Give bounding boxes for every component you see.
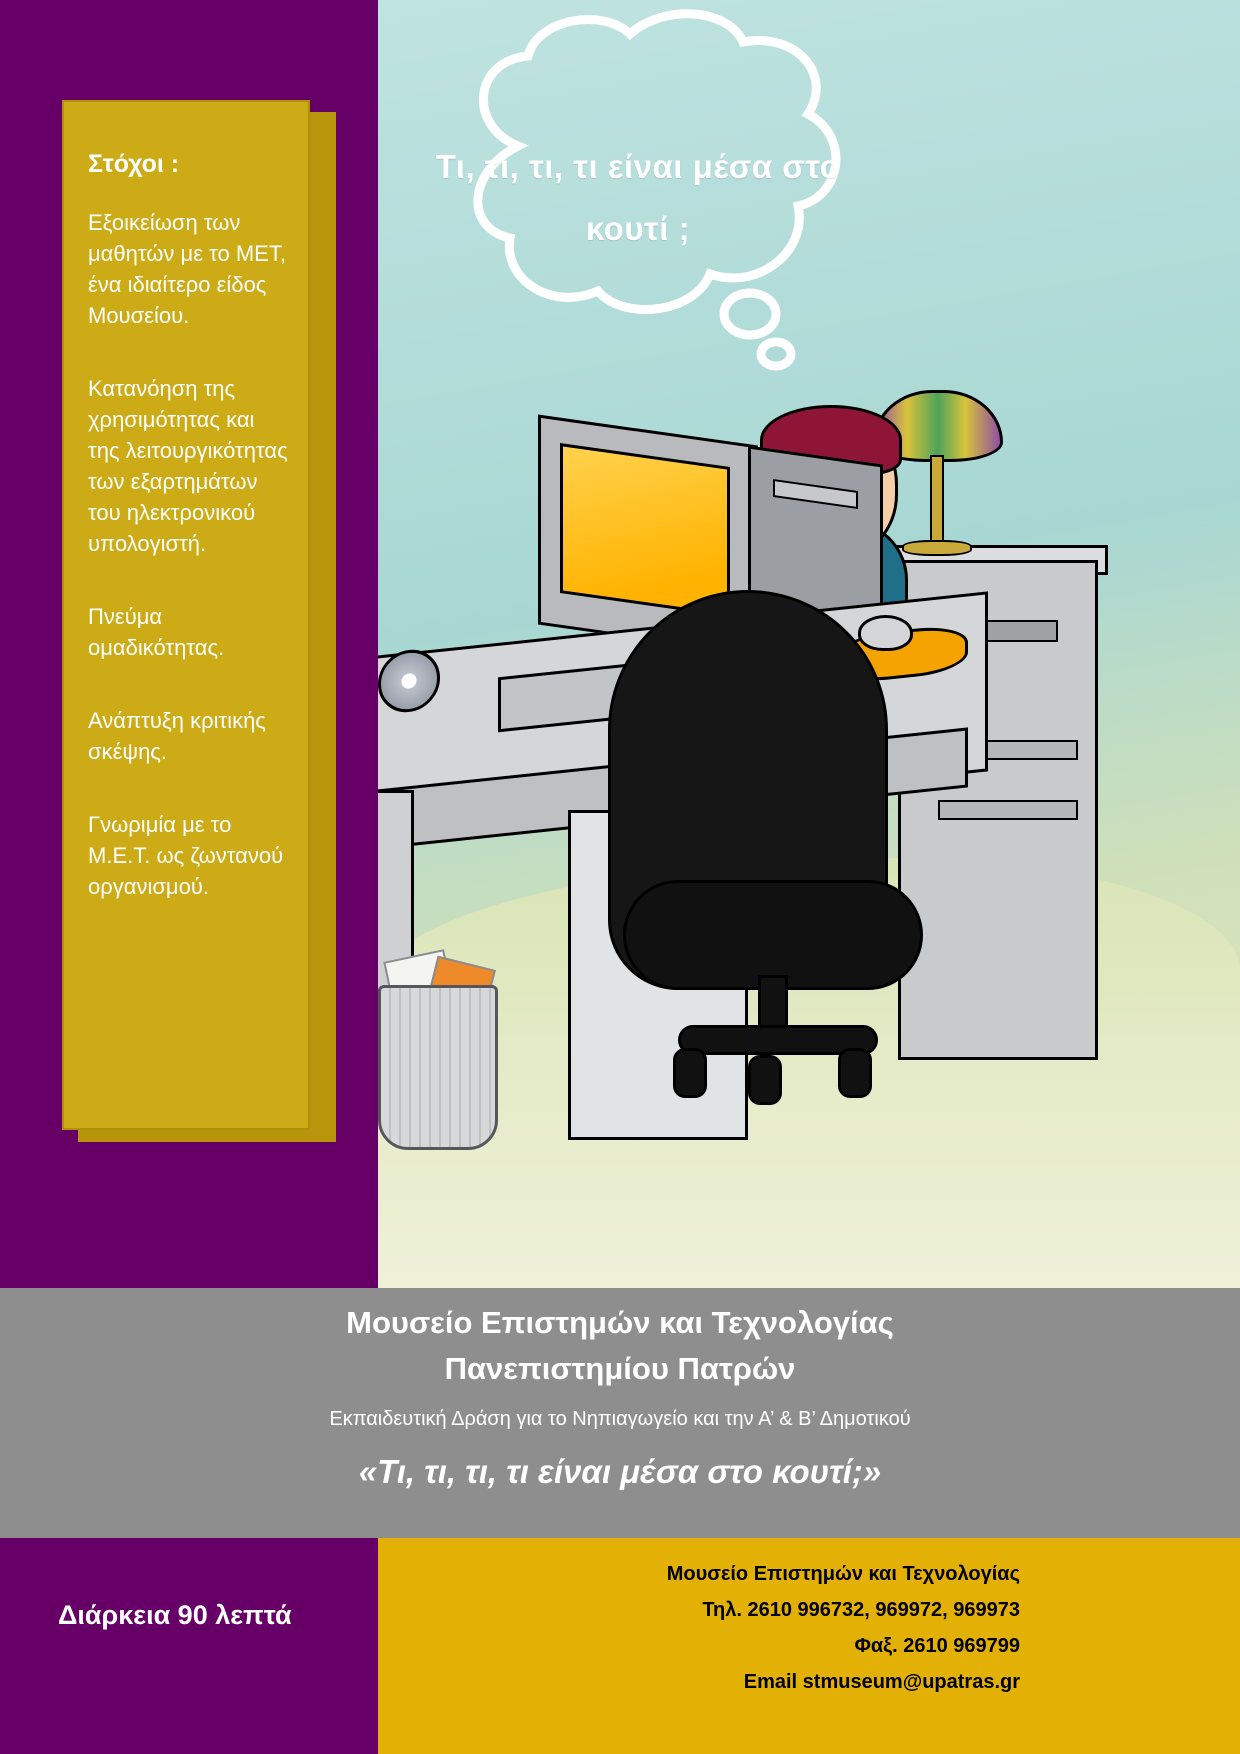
duration-label: Διάρκεια 90 λεπτά [58, 1600, 292, 1630]
contact-info [380, 1556, 1020, 1700]
goals-box [62, 100, 310, 1130]
illustration-scene [378, 0, 1240, 1288]
contact-fax: Φαξ. 2610 969799 [854, 1635, 1020, 1657]
waste-basket [378, 985, 498, 1150]
lamp-stem [930, 455, 944, 550]
footer-row [0, 1538, 1240, 1754]
goal-item: Εξοικείωση των μαθητών με το ΜΕΤ, ένα ιδιαίτερο είδος Μουσείου. [88, 210, 286, 328]
goal-item: Γνωριμία με το Μ.Ε.Τ. ως ζωντανού οργανισμού. [88, 812, 284, 899]
contact-phone: Τηλ. 2610 996732, 969972, 969973 [702, 1599, 1020, 1621]
activity-title-quote: «Τι, τι, τι, τι είναι μέσα στο κουτί;» [358, 1453, 882, 1490]
monitor-screen [560, 443, 730, 617]
chair-caster [673, 1048, 707, 1098]
mouse [858, 615, 913, 651]
museum-name-line-2: Πανεπιστημίου Πατρών [444, 1351, 796, 1386]
activity-subtitle: Εκπαιδευτική Δράση για το Νηπιαγωγείο και την Α’ & Β’ Δημοτικού [329, 1408, 911, 1430]
thought-bubble-text: Τι, τι, τι, τι είναι μέσα στο κουτί ; [435, 148, 841, 247]
goals-title: Στόχοι : [88, 150, 180, 178]
goal-item: Κατανόηση της χρησιμότητας και της λειτουργικότητας των εξαρτημάτων του ηλεκτρονικού υπολογιστή. [88, 376, 288, 556]
contact-email[interactable]: Email stmuseum@upatras.gr [743, 1671, 1020, 1693]
chair-seat [623, 880, 923, 990]
goal-item: Πνεύμα ομαδικότητας. [88, 604, 225, 660]
contact-name: Μουσείο Επιστημών και Τεχνολογίας [666, 1563, 1020, 1585]
goal-item: Ανάπτυξη κριτικής σκέψης. [88, 708, 266, 764]
chair-caster [748, 1055, 782, 1105]
museum-name-line-1: Μουσείο Επιστημών και Τεχνολογίας [346, 1305, 894, 1340]
lamp-base [902, 540, 972, 556]
title-banner [0, 1288, 1240, 1538]
cabinet-drawer-2 [938, 800, 1078, 820]
footer-purple-block [0, 1538, 378, 1754]
cabinet-handle [978, 620, 1058, 642]
chair-caster [838, 1048, 872, 1098]
computer-desk-illustration [378, 0, 1240, 1288]
